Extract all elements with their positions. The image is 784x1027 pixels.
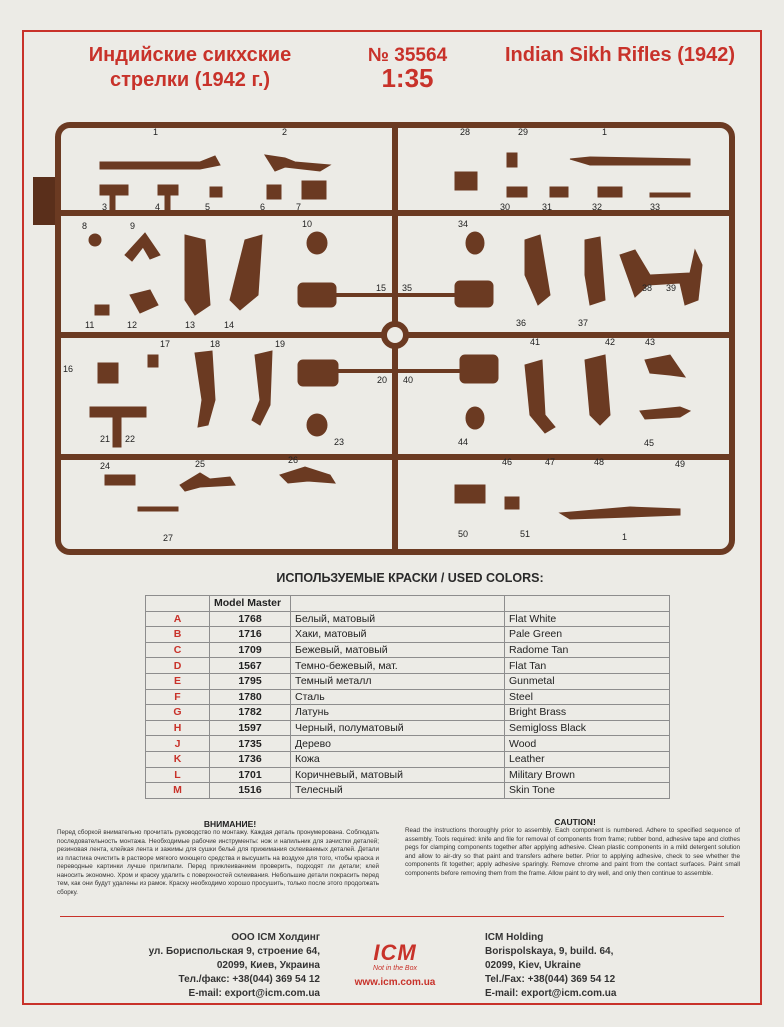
caution-heading-ru: ВНИМАНИЕ! [203, 819, 257, 829]
product-number: № 35564 [367, 45, 448, 66]
color-name-ru: Белый, матовый [291, 611, 505, 627]
part-number-label: 37 [578, 318, 589, 328]
icm-logo [345, 934, 445, 992]
title-russian: Индийские сикхские стрелки (1942 г.) [88, 44, 292, 91]
color-letter: A [146, 611, 210, 627]
color-name-en: Wood [505, 736, 670, 752]
part-number-label: 8 [82, 221, 88, 231]
part-number-label: 15 [376, 283, 387, 293]
part-number-label: 6 [260, 202, 266, 212]
color-code: 1597 [210, 720, 291, 736]
title-english: Indian Sikh Rifles (1942) [504, 44, 736, 66]
color-row [146, 751, 670, 767]
color-row [146, 658, 670, 674]
color-name-en: Military Brown [505, 767, 670, 783]
color-letter: L [146, 767, 210, 783]
colors-title: ИСПОЛЬЗУЕМЫЕ КРАСКИ / USED COLORS: [276, 571, 544, 585]
colors-header-empty [291, 596, 505, 612]
color-letter: D [146, 658, 210, 674]
footer-separator [60, 916, 724, 917]
part-number-label: 41 [530, 337, 541, 347]
address-line: 02099, Kiev, Ukraine [485, 960, 581, 971]
part-number-label: 36 [516, 318, 527, 328]
part-number-label: 44 [458, 437, 469, 447]
color-code: 1768 [210, 611, 291, 627]
color-code: 1795 [210, 673, 291, 689]
color-name-en: Flat White [505, 611, 670, 627]
logo-wordmark: ICM [373, 940, 417, 965]
color-name-ru: Латунь [291, 705, 505, 721]
color-name-ru: Коричневый, матовый [291, 767, 505, 783]
address-line: Borispolskaya, 9, build. 64, [485, 946, 614, 957]
color-row [146, 627, 670, 643]
color-name-en: Bright Brass [505, 705, 670, 721]
part-number-label: 45 [644, 438, 655, 448]
part-number-label: 33 [650, 202, 661, 212]
color-code: 1735 [210, 736, 291, 752]
part-number-label: 50 [458, 529, 469, 539]
color-name-en: Steel [505, 689, 670, 705]
part-number-label: 49 [675, 459, 686, 469]
scale-label: 1:35 [381, 63, 434, 93]
address-line: E-mail: export@icm.com.ua [485, 988, 617, 999]
color-row [146, 783, 670, 799]
color-name-ru: Черный, полуматовый [291, 720, 505, 736]
color-name-ru: Бежевый, матовый [291, 642, 505, 658]
color-row [146, 720, 670, 736]
part-number-label: 10 [302, 219, 313, 229]
part-number-label: 30 [500, 202, 511, 212]
color-code: 1716 [210, 627, 291, 643]
part-number-label: 29 [518, 127, 529, 137]
color-row [146, 705, 670, 721]
color-code: 1780 [210, 689, 291, 705]
part-number-label: 1 [602, 127, 608, 137]
color-name-en: Gunmetal [505, 673, 670, 689]
part-number-label: 20 [377, 375, 388, 385]
color-name-en: Skin Tone [505, 783, 670, 799]
part-number-label: 35 [402, 283, 413, 293]
colors-header-empty [146, 596, 210, 612]
color-name-ru: Темно-бежевый, мат. [291, 658, 505, 674]
color-code: 1782 [210, 705, 291, 721]
part-number-label: 48 [594, 457, 605, 467]
part-number-label: 22 [125, 434, 136, 444]
part-number-label: 9 [130, 221, 136, 231]
caution-text-en: Read the instructions thoroughly prior to assembly. Each component is numbered. Adhere to specified sequence of assembly. Tools required: knife and file for removal of components from frame; rubber bond, adhesive tape and clothes pegs for clamping components together after applying adhesive. Clean plastic components in a mild detergent solution and allow to air-dry so that paint and transfers adhere better. Prior to applying adhesive, check to see whether the components fit together; apply adhesive sparingly. Remove chrome and paint from the contact surfaces. Paint small components before removing them from the frame. Allow paint to dry well, and only then continue to assemble. [405, 827, 740, 877]
part-number-label: 39 [666, 283, 677, 293]
color-letter: K [146, 751, 210, 767]
color-letter: H [146, 720, 210, 736]
color-row [146, 673, 670, 689]
color-code: 1701 [210, 767, 291, 783]
color-row [146, 736, 670, 752]
part-number-label: 38 [642, 283, 653, 293]
color-name-en: Pale Green [505, 627, 670, 643]
part-number-label: 31 [542, 202, 553, 212]
color-name-en: Flat Tan [505, 658, 670, 674]
part-number-label: 19 [275, 339, 286, 349]
color-letter: G [146, 705, 210, 721]
color-code: 1516 [210, 783, 291, 799]
address-line: ул. Бориспольская 9, строение 64, [148, 946, 320, 957]
website-link[interactable]: www.icm.com.ua [354, 977, 436, 988]
color-name-ru: Темный металл [291, 673, 505, 689]
part-number-label: 32 [592, 202, 603, 212]
color-code: 1567 [210, 658, 291, 674]
address-line: ООО ICM Холдинг [231, 932, 320, 943]
part-number-label: 51 [520, 529, 531, 539]
part-number-label: 23 [334, 437, 345, 447]
color-letter: F [146, 689, 210, 705]
caution-text-ru: Перед сборкой внимательно прочитать руководство по монтажу. Каждая деталь пронумерована. Соблюдать последовательность монтажа. Необходимые рабочие инструменты: нож и напильник для зачистки деталей; резиновая лента, клейкая лента и зажимы для сушки бельё для прижимания склеиваемых деталей. Детали из пластика очистить в растворе мягкого моющего средства и высушить на воздухе для того, чтобы краска и переводные картинки лучше прилипали. Перед приклеиванием проверить, подходят ли детали; клей наносить экономно. Хром и краску удалить с поверхностей склеивания. Небольшие детали покрасить перед тем, как они будут удалены из рамок. Краску необходимо хорошо просушить, только после этого продолжать сборку. [57, 829, 379, 896]
part-number-label: 28 [460, 127, 471, 137]
part-number-label: 24 [100, 461, 111, 471]
part-number-label: 3 [102, 202, 108, 212]
color-code: 1736 [210, 751, 291, 767]
colors-header-model-master: Model Master [210, 596, 291, 612]
address-line: Tel./Fax: +38(044) 369 54 12 [485, 974, 616, 985]
color-name-ru: Кожа [291, 751, 505, 767]
logo-tagline: Not in the Box [373, 965, 417, 972]
color-code: 1709 [210, 642, 291, 658]
part-number-label: 21 [100, 434, 111, 444]
part-number-label: 25 [195, 459, 206, 469]
color-row [146, 767, 670, 783]
color-name-ru: Телесный [291, 783, 505, 799]
color-name-en: Leather [505, 751, 670, 767]
address-english [485, 931, 685, 1001]
color-name-ru: Сталь [291, 689, 505, 705]
part-number-label: 13 [185, 320, 196, 330]
color-name-ru: Дерево [291, 736, 505, 752]
part-number-label: 42 [605, 337, 616, 347]
color-letter: M [146, 783, 210, 799]
address-line: Тел./факс: +38(044) 369 54 12 [178, 974, 320, 985]
address-line: 02099, Киев, Украина [216, 960, 320, 971]
part-number-label: 1 [153, 127, 159, 137]
color-letter: C [146, 642, 210, 658]
part-number-label: 47 [545, 457, 556, 467]
color-name-ru: Хаки, матовый [291, 627, 505, 643]
color-letter: B [146, 627, 210, 643]
part-number-label: 18 [210, 339, 221, 349]
part-number-label: 27 [163, 533, 174, 543]
part-number-label: 46 [502, 457, 513, 467]
part-number-label: 4 [155, 202, 161, 212]
colors-table [145, 595, 670, 799]
color-row [146, 642, 670, 658]
part-number-label: 34 [458, 219, 469, 229]
part-number-label: 11 [85, 320, 95, 330]
part-number-label: 17 [160, 339, 171, 349]
color-letter: E [146, 673, 210, 689]
part-number-label: 43 [645, 337, 656, 347]
address-line: E-mail: export@icm.com.ua [188, 988, 320, 999]
part-number-label: 12 [127, 320, 138, 330]
address-line: ICM Holding [485, 932, 544, 943]
part-number-label: 16 [63, 364, 74, 374]
part-number-label: 14 [224, 320, 235, 330]
part-number-label: 7 [296, 202, 302, 212]
color-row [146, 689, 670, 705]
part-number-label: 1 [622, 532, 628, 542]
color-name-en: Semigloss Black [505, 720, 670, 736]
colors-header-empty [505, 596, 670, 612]
caution-heading-en: CAUTION! [554, 817, 596, 827]
part-number-label: 26 [288, 455, 299, 465]
sprue-diagram [30, 115, 750, 565]
part-number-label: 5 [205, 202, 211, 212]
part-number-label: 40 [403, 375, 414, 385]
color-letter: J [146, 736, 210, 752]
color-name-en: Radome Tan [505, 642, 670, 658]
address-russian [110, 931, 320, 1001]
colors-header-row [146, 596, 670, 612]
part-number-label: 2 [282, 127, 288, 137]
color-row [146, 611, 670, 627]
